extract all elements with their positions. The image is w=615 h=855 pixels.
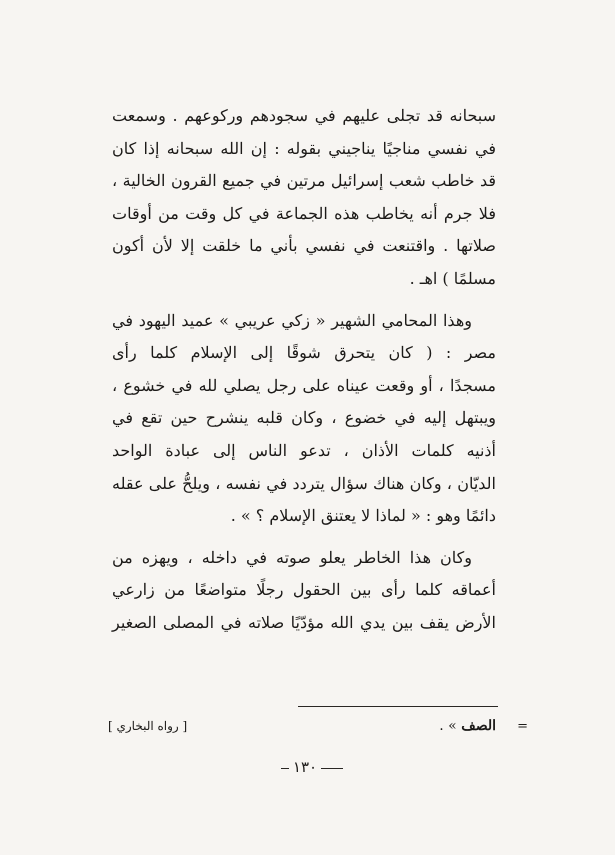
text-line: وهذا المحامي الشهير « زكي عريبي » عميد اليهود في xyxy=(112,310,472,330)
paragraph-3 xyxy=(112,542,496,640)
text-line: مسجدًا ، أو وقعت عيناه على رجل يصلي لله في خشوع ، xyxy=(112,375,496,395)
footnote-rest-text: » . xyxy=(439,718,462,734)
text-line: سبحانه قد تجلى عليهم في سجودهم وركوعهم . وسمعت xyxy=(112,106,496,125)
text-line: مسلمًا ) اهـ . xyxy=(409,268,496,288)
page-number-dash xyxy=(321,768,343,769)
footnote-marker: = xyxy=(517,719,528,734)
text-line: الديّان ، وكان هناك سؤال يتردد في نفسه ، ويلحُّ على عقله xyxy=(112,473,496,493)
footnote-text xyxy=(439,718,496,734)
footnote-source: [ رواه البخاري ] xyxy=(108,719,188,733)
text-line: أعماقه كلما رأى بين الحقول رجلًا متواضعًا من زارعي xyxy=(112,580,496,600)
text-line: صلاتها . واقتنعت في نفسي بأني ما خلقت إلا لأن أكون xyxy=(112,236,496,256)
text-line: قد خاطب شعب إسرائيل مرتين في جميع القرون الخالية ، xyxy=(112,171,496,191)
footnote xyxy=(108,716,528,740)
text-line: أذنيه كلمات الأذان ، تدعو الناس إلى عبادة الواحد xyxy=(112,440,496,460)
text-line: الأرض يقف بين يدي الله مؤدّيًا صلاته في المصلى الصغير xyxy=(112,612,496,632)
footnote-divider xyxy=(298,706,498,707)
text-line: في نفسي مناجيًا يناجيني بقوله : إن الله سبحانه إذا كان xyxy=(112,138,496,158)
page-number: ١٣٠ xyxy=(292,758,318,776)
text-line: وكان هذا الخاطر يعلو صوته في داخله ، ويهزه من xyxy=(112,547,472,567)
page-number-area xyxy=(262,758,362,776)
paragraph-2 xyxy=(112,305,496,533)
text-line: فلا جرم أنه يخاطب هذه الجماعة في كل وقت من أوقات xyxy=(112,203,496,223)
text-line: دائمًا وهو : « لماذا لا يعتنق الإسلام ؟ » . xyxy=(230,506,496,526)
text-line: مصر : ( كان يتحرق شوقًا إلى الإسلام كلما رأى xyxy=(112,343,496,363)
footnote-bold-text: الصف xyxy=(461,718,496,734)
main-text xyxy=(112,100,496,640)
page-number-dash xyxy=(281,768,289,769)
paragraph-1 xyxy=(112,100,496,296)
text-line: ويبتهل إليه في خضوع ، وكان قلبه ينشرح حين تقع في xyxy=(112,408,496,428)
